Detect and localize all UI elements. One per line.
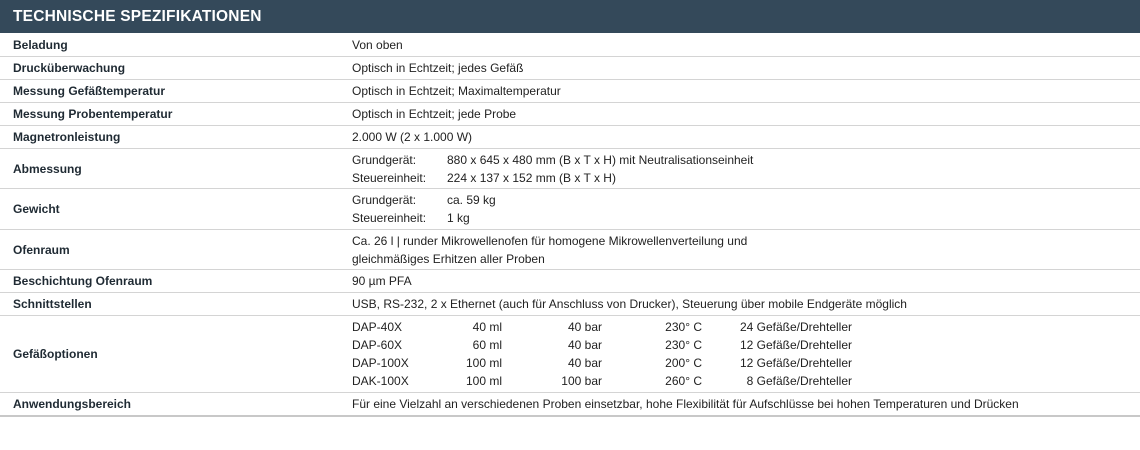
vessel-name: DAP-100X <box>352 356 409 370</box>
spec-row-ofenraum <box>0 230 1140 270</box>
vessel-capacity: 12 Gefäße/Drehteller <box>739 338 852 352</box>
spec-label: Messung Probentemperatur <box>13 107 173 121</box>
spec-value: 2.000 W (2 x 1.000 W) <box>352 130 473 144</box>
vessel-pressure: 40 bar <box>567 338 602 352</box>
spec-label: Beschichtung Ofenraum <box>13 274 153 288</box>
spec-table-title: TECHNISCHE SPEZIFIKATIONEN <box>0 0 1140 33</box>
spec-row-gefaessoptionen <box>0 316 1140 393</box>
spec-row-beladung <box>0 33 1140 57</box>
vessel-name: DAP-40X <box>352 320 403 334</box>
spec-value: Optisch in Echtzeit; jedes Gefäß <box>352 61 524 75</box>
vessel-volume: 40 ml <box>472 320 502 334</box>
vessel-capacity: 12 Gefäße/Drehteller <box>739 356 852 370</box>
spec-sub-value: 880 x 645 x 480 mm (B x T x H) mit Neutralisationseinheit <box>447 152 754 167</box>
spec-table <box>0 33 1140 417</box>
spec-sub-value: 1 kg <box>447 211 470 225</box>
spec-sub-key: Grundgerät: <box>352 152 417 167</box>
spec-row-anwendungsbereich <box>0 393 1140 417</box>
spec-row-magnetronleistung <box>0 126 1140 149</box>
spec-sub-value: 224 x 137 x 152 mm (B x T x H) <box>447 170 616 185</box>
spec-value: 90 µm PFA <box>352 274 412 288</box>
spec-label: Gewicht <box>13 202 60 216</box>
vessel-pressure: 40 bar <box>567 356 602 370</box>
vessel-temperature: 200° C <box>665 356 702 370</box>
spec-row-beschichtung <box>0 270 1140 293</box>
vessel-pressure: 40 bar <box>567 320 602 334</box>
vessel-option-row <box>352 354 1140 372</box>
vessel-volume: 60 ml <box>472 338 502 352</box>
vessel-capacity: 24 Gefäße/Drehteller <box>739 320 852 334</box>
spec-row-druckueberwachung <box>0 57 1140 80</box>
spec-sub-key: Steuereinheit: <box>352 211 427 225</box>
spec-value: Von oben <box>352 37 403 52</box>
vessel-option-row <box>352 336 1140 354</box>
vessel-volume: 100 ml <box>465 374 502 388</box>
vessel-option-row <box>352 372 1140 390</box>
vessel-temperature: 230° C <box>665 320 702 334</box>
spec-row-schnittstellen <box>0 293 1140 316</box>
vessel-pressure: 100 bar <box>561 374 602 388</box>
vessel-name: DAP-60X <box>352 338 403 352</box>
spec-sub-key: Grundgerät: <box>352 193 417 207</box>
spec-label: Beladung <box>13 37 68 52</box>
spec-label: Gefäßoptionen <box>13 347 98 361</box>
spec-label: Ofenraum <box>13 242 70 257</box>
vessel-temperature: 260° C <box>665 374 702 388</box>
spec-value-line: Ca. 26 l | runder Mikrowellenofen für homogene Mikrowellenverteilung und <box>352 233 748 248</box>
spec-label: Messung Gefäßtemperatur <box>13 84 166 98</box>
spec-row-abmessung <box>0 149 1140 189</box>
vessel-capacity: 8 Gefäße/Drehteller <box>746 374 852 388</box>
spec-label: Drucküberwachung <box>13 61 126 75</box>
spec-row-gewicht <box>0 189 1140 230</box>
spec-label: Schnittstellen <box>13 297 92 311</box>
spec-value: USB, RS-232, 2 x Ethernet (auch für Anschluss von Drucker), Steuerung über mobile Endgeräte möglich <box>352 297 907 311</box>
vessel-volume: 100 ml <box>465 356 502 370</box>
vessel-option-row <box>352 318 1140 336</box>
spec-row-probentemperatur <box>0 103 1140 126</box>
spec-label: Abmessung <box>13 161 82 176</box>
spec-label: Magnetronleistung <box>13 130 121 144</box>
spec-value: Optisch in Echtzeit; Maximaltemperatur <box>352 84 561 98</box>
vessel-name: DAK-100X <box>352 374 409 388</box>
spec-label: Anwendungsbereich <box>13 397 132 411</box>
spec-value: Optisch in Echtzeit; jede Probe <box>352 107 517 121</box>
vessel-temperature: 230° C <box>665 338 702 352</box>
spec-value: Für eine Vielzahl an verschiedenen Proben einsetzbar, hohe Flexibilität für Aufschlüsse bei hohen Temperaturen und Drücken <box>352 397 1019 411</box>
spec-sub-key: Steuereinheit: <box>352 170 427 185</box>
spec-value-line: gleichmäßiges Erhitzen aller Proben <box>352 251 545 266</box>
spec-row-gefaesstemperatur <box>0 80 1140 103</box>
spec-sub-value: ca. 59 kg <box>447 193 496 207</box>
